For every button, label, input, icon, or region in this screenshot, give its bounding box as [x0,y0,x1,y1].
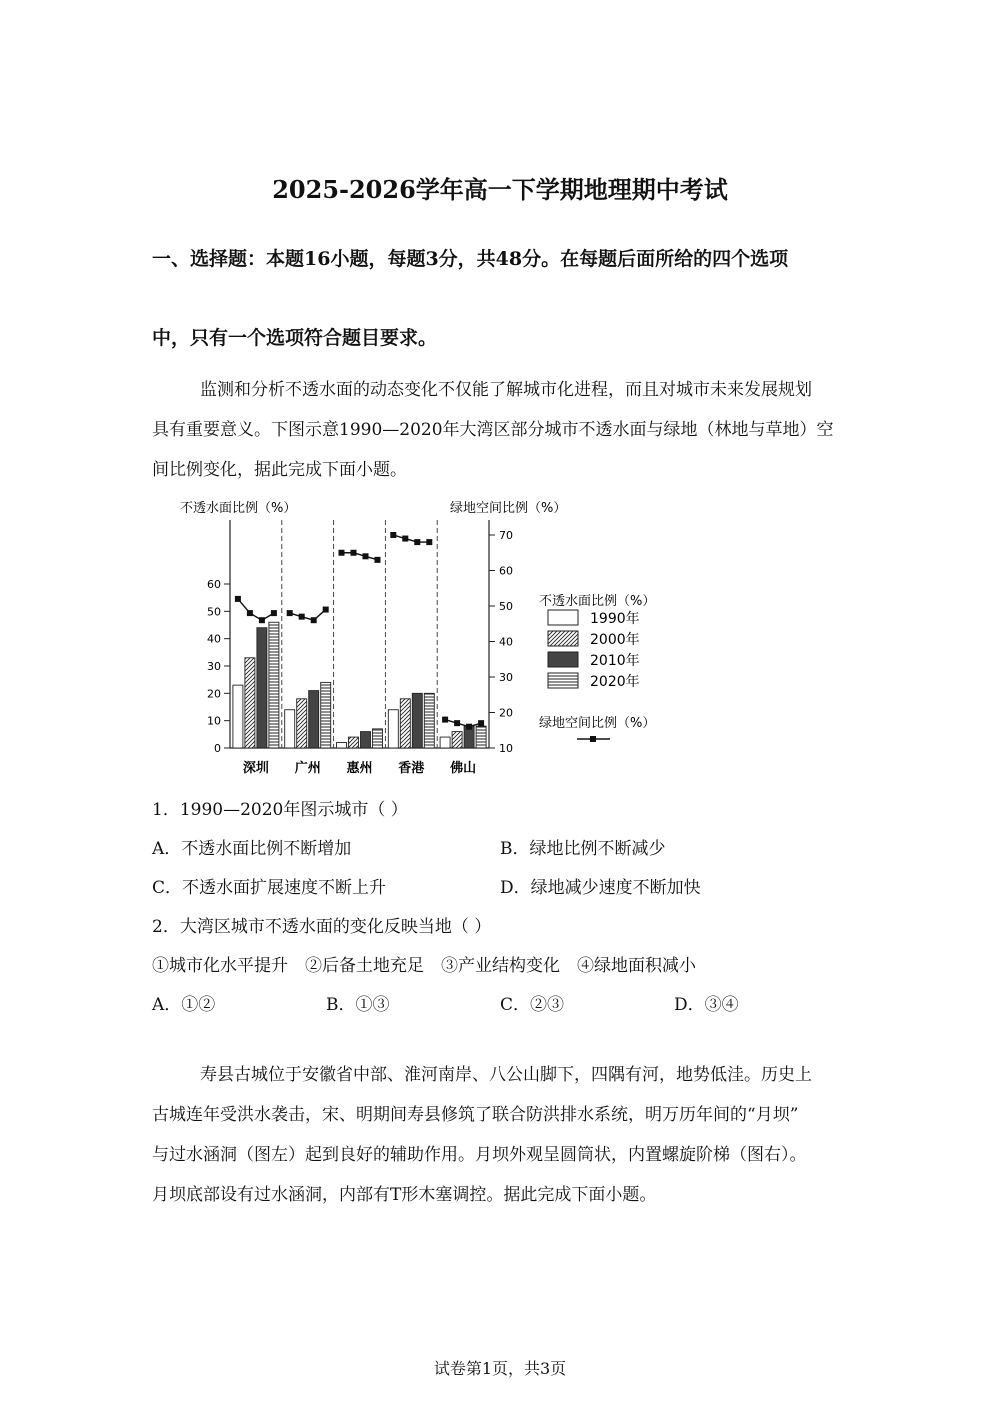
green-space-line [290,610,326,621]
q1-option-b: B．绿地比例不断减少 [500,839,666,859]
passage-1 [152,370,852,490]
q2-option-b: B．①③ [326,995,390,1015]
bar [233,685,243,748]
q2-option-c: C．②③ [500,995,565,1015]
bar [285,710,295,748]
q1-stem: 1．1990—2020年图示城市（ ） [152,800,408,820]
page-title: 2025-2026学年高一下学期地理期中考试 [272,175,728,204]
green-space-point [402,536,408,542]
green-space-point [339,550,345,556]
green-space-line [393,535,429,542]
bar [440,737,450,748]
passage-1-line2: 具有重要意义。下图示意1990—2020年大湾区部分城市不透水面与绿地（林地与草地）空 [152,420,834,440]
page-footer: 试卷第1页，共3页 [433,1359,567,1378]
right-tick-label: 10 [499,742,513,755]
green-space-point [311,617,317,623]
right-axis-label: 绿地空间比例（%） [450,501,567,516]
left-tick-label: 50 [207,605,221,619]
bar [269,622,279,748]
bar [412,693,422,748]
chart-legend [539,593,655,742]
q1-option-a: A．不透水面比例不断增加 [152,839,352,859]
green-space-point [287,610,293,616]
city-label: 香港 [398,761,425,776]
legend-point-sample [590,736,596,742]
bar [361,732,371,748]
city-label: 深圳 [242,761,269,776]
legend-line-title: 绿地空间比例（%） [539,716,656,731]
left-axis-label: 不透水面比例（%） [180,501,297,516]
bar [245,658,255,748]
green-space-point [375,557,381,563]
city-label: 广州 [294,761,321,776]
green-space-point [426,539,432,545]
bar [400,699,410,748]
legend-label: 2000年 [590,632,640,648]
right-tick-label: 50 [499,600,513,613]
bar [257,628,267,748]
green-space-point [259,617,265,623]
green-space-point [299,614,305,620]
urban-chart [172,492,672,782]
left-tick-label: 30 [207,660,221,673]
q1-option-d: D．绿地减少速度不断加快 [500,878,701,898]
green-space-point [323,607,329,613]
green-space-point [363,553,369,559]
right-tick-label: 20 [499,706,513,720]
q2-option-a: A．①② [152,995,216,1015]
green-space-point [414,539,420,545]
legend-swatch [548,673,578,688]
right-tick-label: 60 [499,564,513,578]
green-space-point [466,724,472,730]
green-space-point [351,550,357,556]
green-space-point [478,720,484,726]
bar [424,693,434,748]
bar [388,710,398,748]
green-space-point [390,532,396,538]
bar [373,729,383,748]
bar [349,737,359,748]
legend-swatch [548,652,578,667]
q1-option-c: C．不透水面扩展速度不断上升 [152,878,387,898]
passage-2-line2: 古城连年受洪水袭击，宋、明期间寿县修筑了联合防洪排水系统，明万历年间的“月坝” [152,1105,799,1125]
green-space-point [454,720,460,726]
chart-bars [233,622,486,748]
legend-swatch [548,610,578,625]
green-space-point [235,596,241,602]
right-tick-label: 40 [499,635,513,649]
legend-bar-title: 不透水面比例（%） [539,594,656,609]
green-space-point [247,610,253,616]
right-tick-label: 70 [499,529,513,542]
passage-2 [152,1055,852,1215]
passage-2-line1: 寿县古城位于安徽省中部、淮河南岸、八公山脚下，四隅有河，地势低洼。历史上 [200,1065,812,1085]
bar [337,743,347,748]
section-heading-line2: 中，只有一个选项符合题目要求。 [152,327,438,349]
left-tick-label: 20 [207,687,221,701]
section-heading-line1: 一、选择题：本题16小题，每题3分，共48分。在每题后面所给的四个选项 [152,248,789,270]
passage-1-line3: 间比例变化，据此完成下面小题。 [152,460,407,480]
bar [321,682,331,748]
legend-label: 2010年 [590,653,640,669]
passage-2-line4: 月坝底部设有过水涵洞，内部有T形木塞调控。据此完成下面小题。 [152,1185,657,1205]
right-tick-label: 30 [499,671,513,684]
green-space-line [238,599,274,620]
green-space-point [271,610,277,616]
left-tick-label: 0 [214,742,221,755]
left-tick-label: 60 [207,578,221,591]
legend-swatch [548,631,578,646]
green-space-point [442,717,448,723]
q2-options-line: ①城市化水平提升 ②后备土地充足 ③产业结构变化 ④绿地面积减小 [152,956,696,976]
left-tick-label: 40 [207,632,221,646]
left-tick-label: 10 [207,714,221,728]
passage-1-line1: 监测和分析不透水面的动态变化不仅能了解城市化进程，而且对城市未来发展规划 [200,380,812,400]
q2-option-d: D．③④ [674,995,739,1015]
bar [297,699,307,748]
city-label: 惠州 [346,761,373,776]
city-label: 佛山 [450,761,477,776]
q2-stem: 2．大湾区城市不透水面的变化反映当地（ ） [152,917,492,937]
bar [452,732,462,748]
legend-label: 1990年 [590,611,640,627]
green-space-line [445,720,481,727]
bar [476,726,486,748]
green-space-line [342,553,378,560]
bar [309,691,319,748]
legend-label: 2020年 [590,674,640,690]
passage-2-line3: 与过水涵洞（图左）起到良好的辅助作用。月坝外观呈圆筒状，内置螺旋阶梯（图右）。 [152,1145,807,1165]
